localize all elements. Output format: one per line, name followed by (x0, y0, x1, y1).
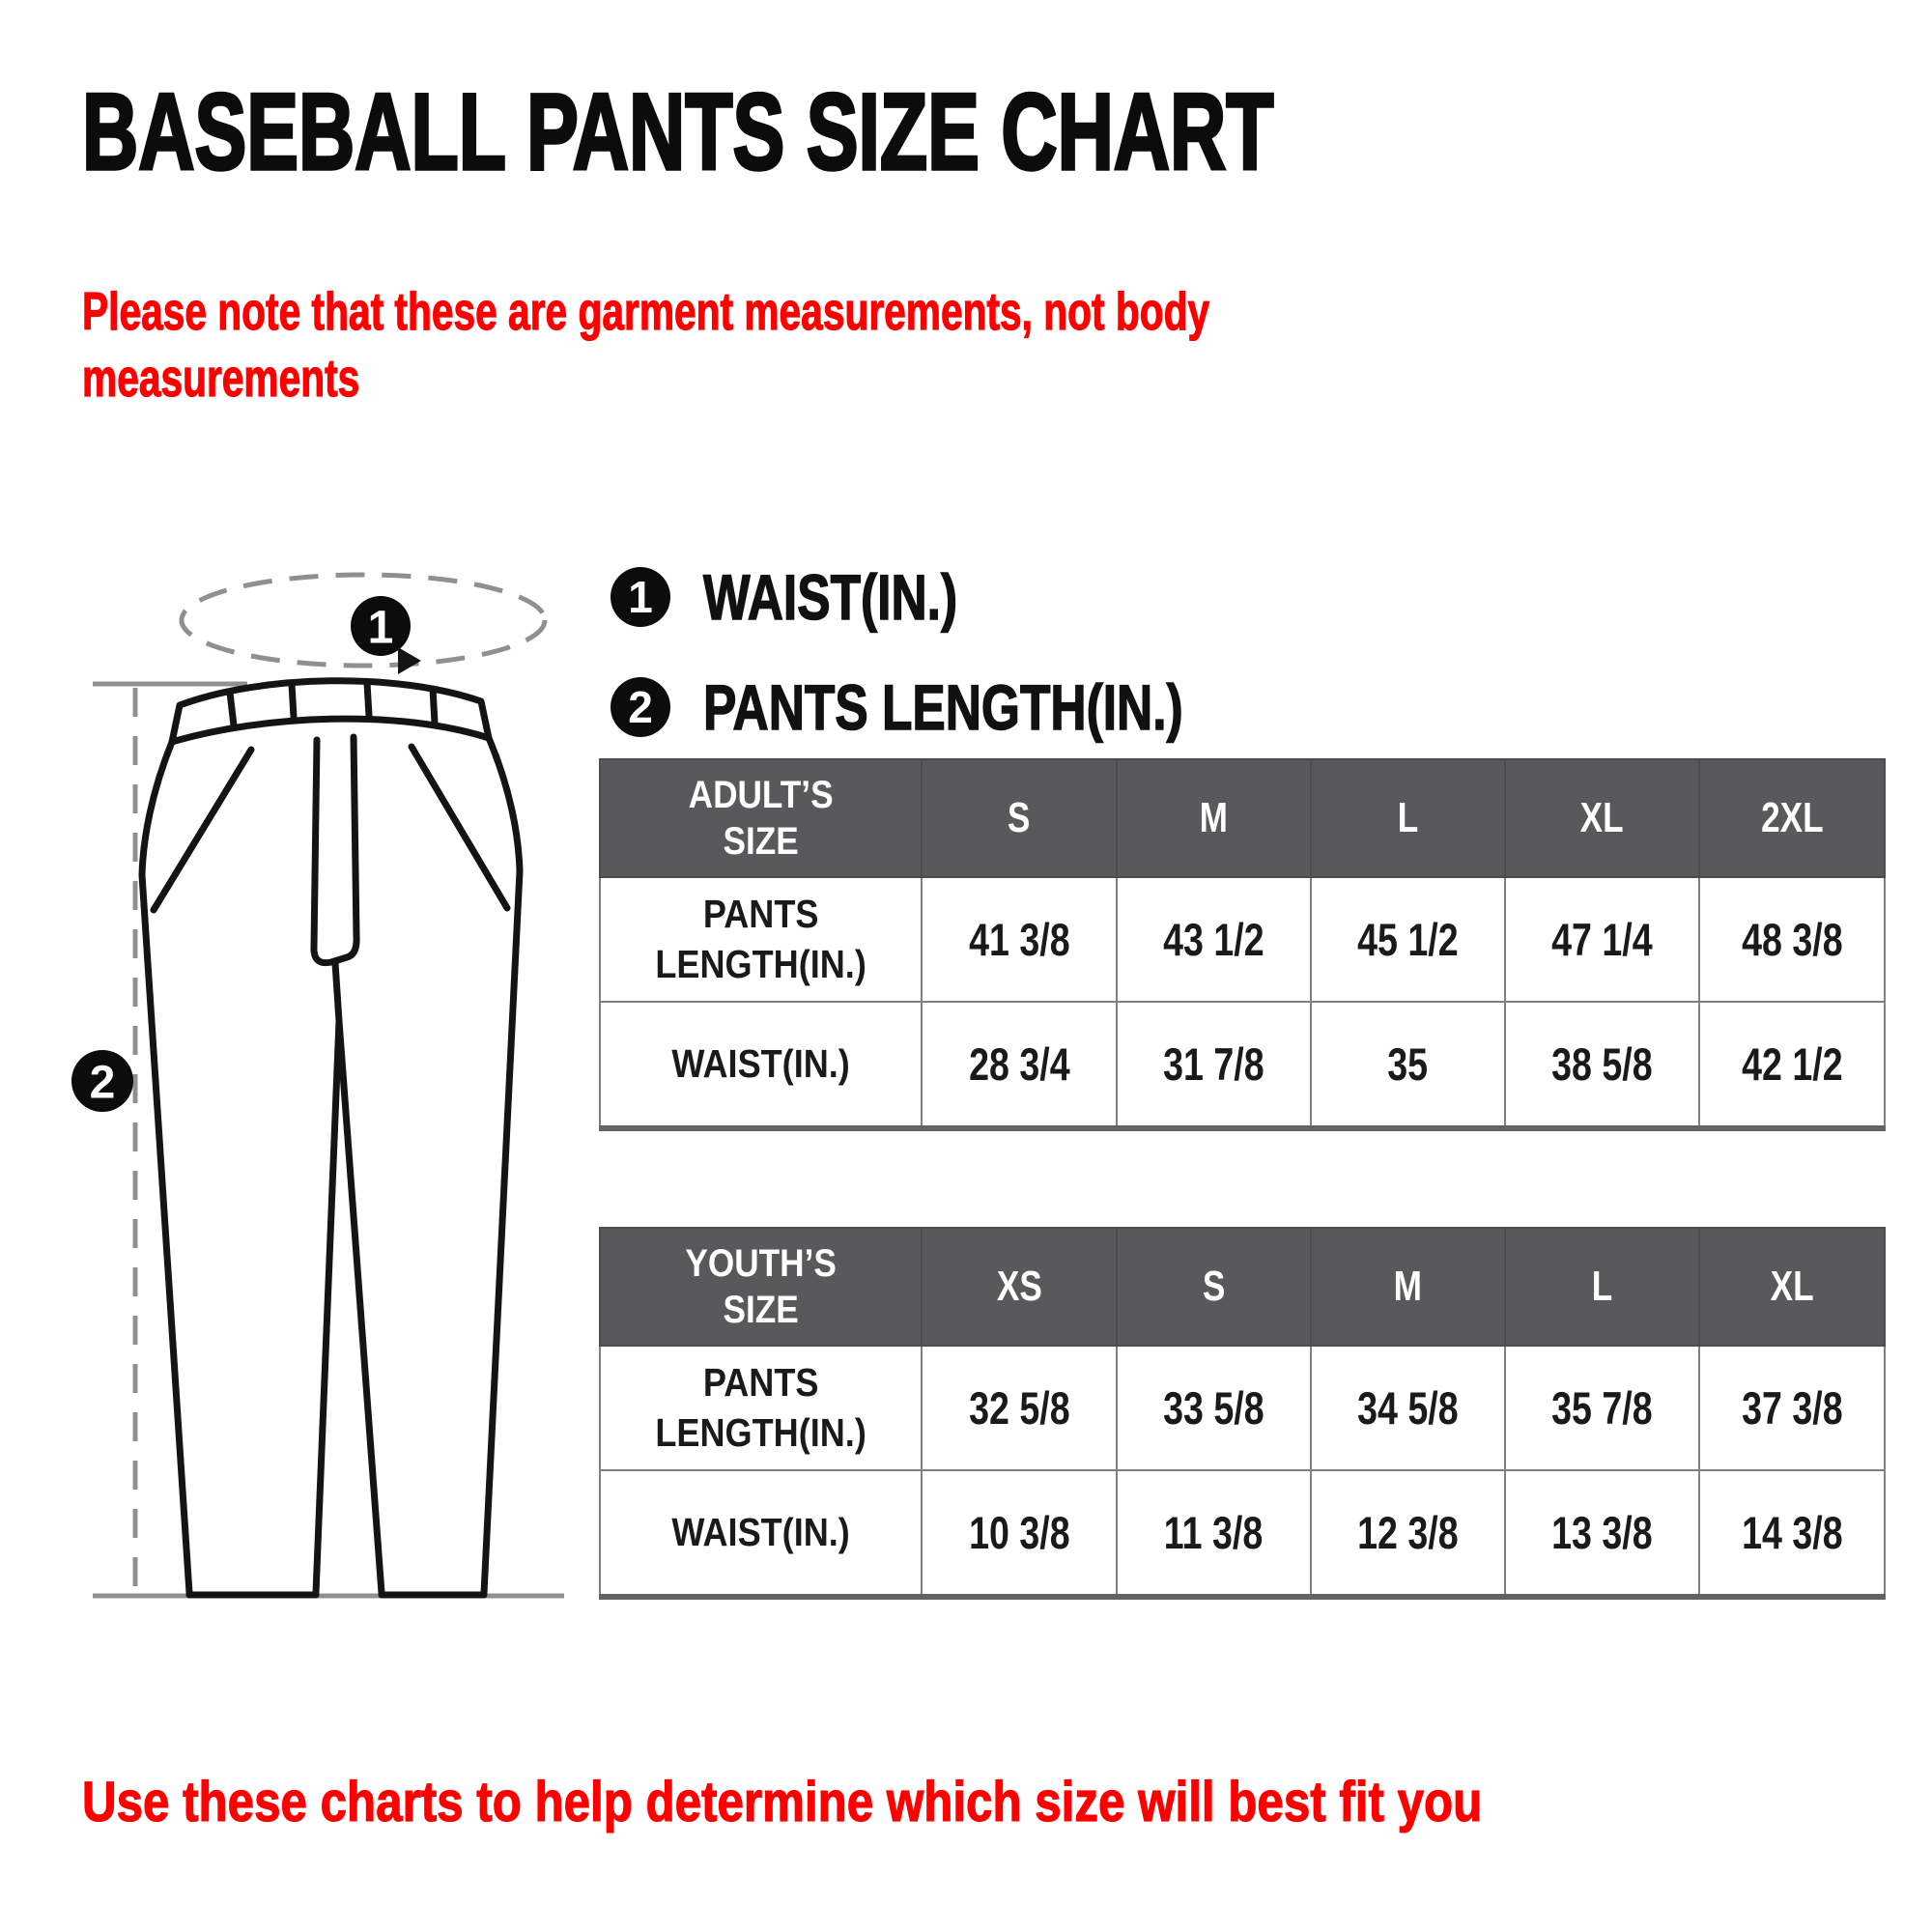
table-cell: 35 7/8 (1505, 1346, 1699, 1470)
fly-placket (314, 737, 356, 963)
legend-label-length: PANTS LENGTH(IN.) (703, 671, 1183, 743)
adult-col-2xl: 2XL (1699, 759, 1885, 877)
youth-col-xs: XS (922, 1228, 1117, 1346)
table-cell: 32 5/8 (922, 1346, 1117, 1470)
youth-col-xl: XL (1699, 1228, 1885, 1346)
marker-2-number: 2 (89, 1057, 116, 1109)
adult-pants-length-row (600, 877, 1885, 1002)
table-cell: 34 5/8 (1311, 1346, 1505, 1470)
table-cell: 31 7/8 (1117, 1002, 1311, 1128)
table-cell: 28 3/4 (922, 1002, 1117, 1128)
legend-item-waist (611, 560, 1029, 634)
row-label-cell: PANTS LENGTH(IN.) (600, 1346, 922, 1470)
youth-col-m: M (1311, 1228, 1505, 1346)
adult-col-l: L (1311, 759, 1505, 877)
circled-1-icon: 1 (611, 567, 670, 627)
measure-arrow-icon (398, 647, 421, 674)
legend-item-length (611, 670, 1319, 744)
adult-size-table (599, 758, 1886, 1131)
adult-col-xl: XL (1505, 759, 1699, 877)
note-line-1: Please note that these are garment measurements, not body (82, 281, 1210, 341)
table-cell: 38 5/8 (1505, 1002, 1699, 1128)
table-cell: 14 3/8 (1699, 1470, 1885, 1597)
adult-col-s: S (922, 759, 1117, 877)
table-cell: 33 5/8 (1117, 1346, 1311, 1470)
left-pocket-line (154, 750, 251, 910)
table-cell: 10 3/8 (922, 1470, 1117, 1597)
right-inner-seam (339, 1021, 382, 1593)
table-cell: 45 1/2 (1311, 877, 1505, 1002)
circled-2-icon: 2 (611, 677, 670, 737)
adult-header-row (600, 759, 1885, 877)
waistband (172, 681, 489, 742)
table-cell: 12 3/8 (1311, 1470, 1505, 1597)
right-outer-seam (484, 738, 520, 1593)
legend-label-waist: WAIST(IN.) (703, 561, 958, 633)
pants-diagram (58, 533, 599, 1615)
youth-size-table (599, 1227, 1886, 1600)
table-cell: 48 3/8 (1699, 877, 1885, 1002)
left-outer-seam (142, 742, 189, 1593)
youth-pants-length-row (600, 1346, 1885, 1470)
pants-outline (142, 681, 520, 1595)
youth-col-l: L (1505, 1228, 1699, 1346)
row-label-cell: WAIST(IN.) (600, 1470, 922, 1597)
table-cell: 11 3/8 (1117, 1470, 1311, 1597)
youth-header-row (600, 1228, 1885, 1346)
table-cell: 47 1/4 (1505, 877, 1699, 1002)
table-cell: 42 1/2 (1699, 1002, 1885, 1128)
belt-loop-line (230, 693, 234, 725)
table-cell: 35 (1311, 1002, 1505, 1128)
marker-1-number: 1 (367, 602, 394, 654)
adult-col-m: M (1117, 759, 1311, 877)
belt-loop-line (292, 684, 294, 717)
adult-waist-row (600, 1002, 1885, 1128)
note-line-2: measurements (82, 347, 360, 408)
measurement-note (82, 278, 1605, 412)
youth-col-s: S (1117, 1228, 1311, 1346)
belt-loop-line (367, 683, 369, 716)
table-cell: 37 3/8 (1699, 1346, 1885, 1470)
youth-header-corner: YOUTH’S SIZE (600, 1228, 922, 1346)
left-inner-seam (316, 1021, 339, 1593)
crotch-seam (335, 963, 339, 1021)
right-pocket-line (412, 747, 507, 908)
table-cell: 13 3/8 (1505, 1470, 1699, 1597)
youth-waist-row (600, 1470, 1885, 1597)
page-title: BASEBALL PANTS SIZE CHART (82, 71, 1274, 192)
row-label-cell: WAIST(IN.) (600, 1002, 922, 1128)
footer-note: Use these charts to help determine which size will best fit you (82, 1771, 1483, 1833)
table-cell: 41 3/8 (922, 877, 1117, 1002)
row-label-cell: PANTS LENGTH(IN.) (600, 877, 922, 1002)
adult-header-corner: ADULT’S SIZE (600, 759, 922, 877)
belt-loop-line (433, 689, 435, 723)
table-cell: 43 1/2 (1117, 877, 1311, 1002)
